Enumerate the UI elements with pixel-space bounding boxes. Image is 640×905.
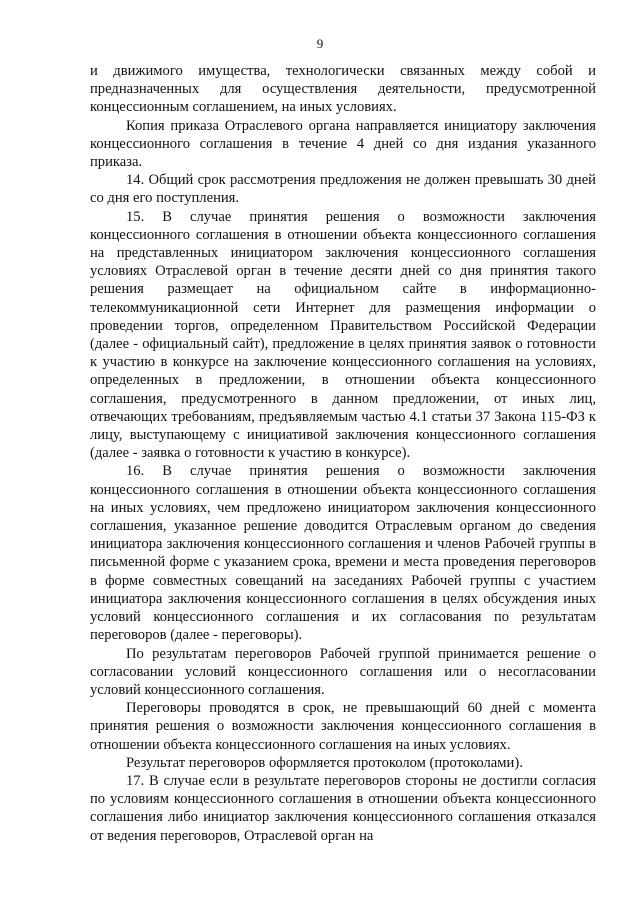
paragraph: 15. В случае принятия решения о возможности заключения концессионного соглашения в отношении объекта концессионного соглашения на представленных инициатором заключения концессионного соглашения условиях Отраслевой орган в течение десяти дней со дня принятия такого решения размещает на официальном сайте в информационно-телекоммуникационной сети Интернет для размещения информации о проведении торгов, определенном Правительством Российской Федерации (далее - официальный сайт), предложение в целях принятия заявок о готовности к участию в конкурсе на заключение концессионного соглашения на условиях, определенных в предложении, в отношении объекта концессионного соглашения, предусмотренного в данном предложении, от иных лиц, отвечающих требованиям, предъявляемым частью 4.1 статьи 37 Закона 115-ФЗ к лицу, выступающему с инициативой заключения концессионного соглашения (далее - заявка о готовности к участию в конкурсе). — [90, 208, 596, 462]
document-body — [90, 62, 596, 845]
paragraph: Результат переговоров оформляется протоколом (протоколами). — [126, 754, 523, 771]
paragraph: По результатам переговоров Рабочей группой принимается решение о согласовании условий концессионного соглашения или о несогласовании условий концессионного соглашения. — [90, 645, 596, 698]
paragraph: 16. В случае принятия решения о возможности заключения концессионного соглашения в отношении объекта концессионного соглашения на иных условиях, чем предложено инициатором заключения концессионного соглашения, указанное решение доводится Отраслевым органом до сведения инициатора заключения концессионного соглашения и членов Рабочей группы в письменной форме с указанием срока, времени и места проведения переговоров в форме совместных совещаний на заседаниях Рабочей группы с участием инициатора заключения концессионного соглашения в целях обсуждения иных условий концессионного соглашения и их согласования по результатам переговоров (далее - переговоры). — [90, 463, 596, 644]
paragraph: 17. В случае если в результате переговоров стороны не достигли согласия по условиям концессионного соглашения в отношении объекта концессионного соглашения либо инициатор заключения концессионного соглашения отказался от ведения переговоров, Отраслевой орган на — [90, 772, 596, 844]
page-number: 9 — [316, 36, 324, 51]
paragraph: Копия приказа Отраслевого органа направляется инициатору заключения концессионного соглашения в течение 4 дней со дня издания указанного приказа. — [90, 117, 596, 171]
paragraph: 14. Общий срок рассмотрения предложения не должен превышать 30 дней со дня его поступления. — [90, 172, 596, 207]
paragraph: и движимого имущества, технологически связанных между собой и предназначенных для осуществления деятельности, предусмотренной концессионным соглашением, на иных условиях. — [90, 63, 596, 116]
paragraph: Переговоры проводятся в срок, не превышающий 60 дней с момента принятия решения о возможности заключения концессионного соглашения в отношении объекта концессионного соглашения на иных условиях. — [90, 700, 596, 753]
